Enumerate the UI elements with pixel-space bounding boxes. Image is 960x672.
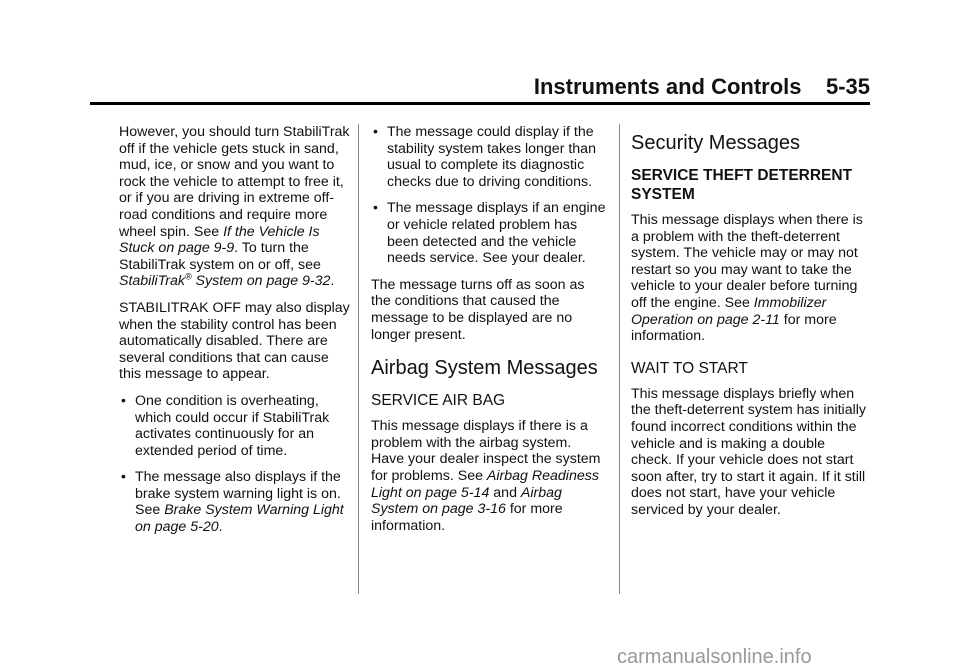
list-item	[371, 124, 606, 190]
cross-reference-link[interactable]: Immobilizer Operation on page 2-11	[631, 294, 827, 328]
paragraph-message-off: The message turns off as soon as the conditions that caused the message to be displayed are no longer present.	[371, 276, 585, 343]
section-heading-airbag: Airbag System Messages	[371, 357, 598, 380]
paragraph-text: . To turn the StabiliTrak system on or off, see	[119, 240, 321, 273]
watermark: carmanualsonline.info	[617, 646, 812, 668]
paragraph-stabilitrak-off	[119, 124, 354, 290]
cross-reference-link[interactable]: If the Vehicle Is Stuck on page 9-9	[119, 223, 320, 257]
page-title: Instruments and Controls 5-35	[533, 74, 870, 99]
list-item-text: The message could display if the stability system takes longer than usual to complete its diagnostic checks due to driving conditions.	[387, 124, 596, 190]
cross-reference-link[interactable]: Airbag System on page 3-16	[371, 484, 562, 518]
list-item	[119, 393, 354, 459]
subheading-service-air-bag: SERVICE AIR BAG	[371, 392, 506, 410]
list-item	[371, 200, 606, 266]
column-divider-1	[358, 124, 359, 594]
column-1	[119, 124, 354, 546]
bullet-icon: •	[121, 468, 126, 485]
subheading-service-theft: SERVICE THEFT DETERRENT SYSTEM	[631, 167, 853, 203]
list-item-text: The message also displays if the brake system warning light is on. See	[135, 469, 341, 519]
bullet-icon: •	[373, 199, 378, 216]
bullet-icon: •	[121, 391, 126, 408]
bullet-icon: •	[373, 123, 378, 139]
paragraph-wait-to-start: This message displays briefly when the theft-deterrent system has initially found incorrect conditions within the vehicle and is making a double check. If your vehicle does not start soon after, try to start it again. If it still does not start, have your vehicle serviced by your dealer.	[631, 385, 866, 518]
header-rule	[90, 102, 870, 105]
column-2	[371, 124, 606, 544]
list-item-text: .	[218, 519, 223, 536]
paragraph-airbag	[371, 418, 606, 534]
paragraph-text: This message displays when there is a problem with the theft-deterrent system. The vehicle may or may not restart so you may want to take the vehicle to your dealer before turning off the engine. See	[631, 212, 863, 311]
link-text: StabiliTrak	[119, 273, 185, 290]
paragraph-text: This message displays if there is a problem with the airbag system. Have your dealer inspect the system for problems. See	[371, 418, 601, 484]
column-3	[631, 124, 866, 529]
list-item-text: One condition is overheating, which could occur if StabiliTrak activates continuously for an extended period of time.	[135, 392, 330, 459]
paragraph-text: .	[330, 273, 335, 290]
paragraph-theft-deterrent	[631, 212, 866, 345]
page-header	[90, 74, 870, 108]
cross-reference-link[interactable]: Airbag Readiness Light on page 5-14	[371, 467, 599, 501]
column-divider-2	[619, 124, 620, 594]
registered-mark: ®	[184, 271, 192, 282]
paragraph-text: for more information.	[631, 311, 837, 345]
section-heading-security: Security Messages	[631, 132, 800, 154]
cross-reference-link[interactable]: Brake System Warning Light on page 5-20	[135, 502, 344, 536]
list-item-text: The message displays if an engine or vehicle related problem has been detected and the vehicle needs service. See your dealer.	[387, 200, 606, 267]
paragraph-text: for more information.	[371, 501, 563, 534]
paragraph-text: and	[489, 484, 521, 501]
subheading-wait-to-start: WAIT TO START	[631, 359, 748, 377]
paragraph-text: However, you should turn StabiliTrak off if the vehicle gets stuck in sand, mud, ice, or snow and you want to rock the vehicle to attempt to free it, or if you are driving in extreme off-road conditions and require more wheel spin. See	[119, 124, 350, 240]
paragraph-stabilitrak-disabled: STABILITRAK OFF may also display when the stability control has been automatically disabled. There are several conditions that can cause this message to appear.	[119, 299, 350, 383]
link-text: System on page 9-32	[191, 273, 331, 290]
cross-reference-link[interactable]	[119, 273, 330, 289]
list-item	[119, 469, 354, 535]
